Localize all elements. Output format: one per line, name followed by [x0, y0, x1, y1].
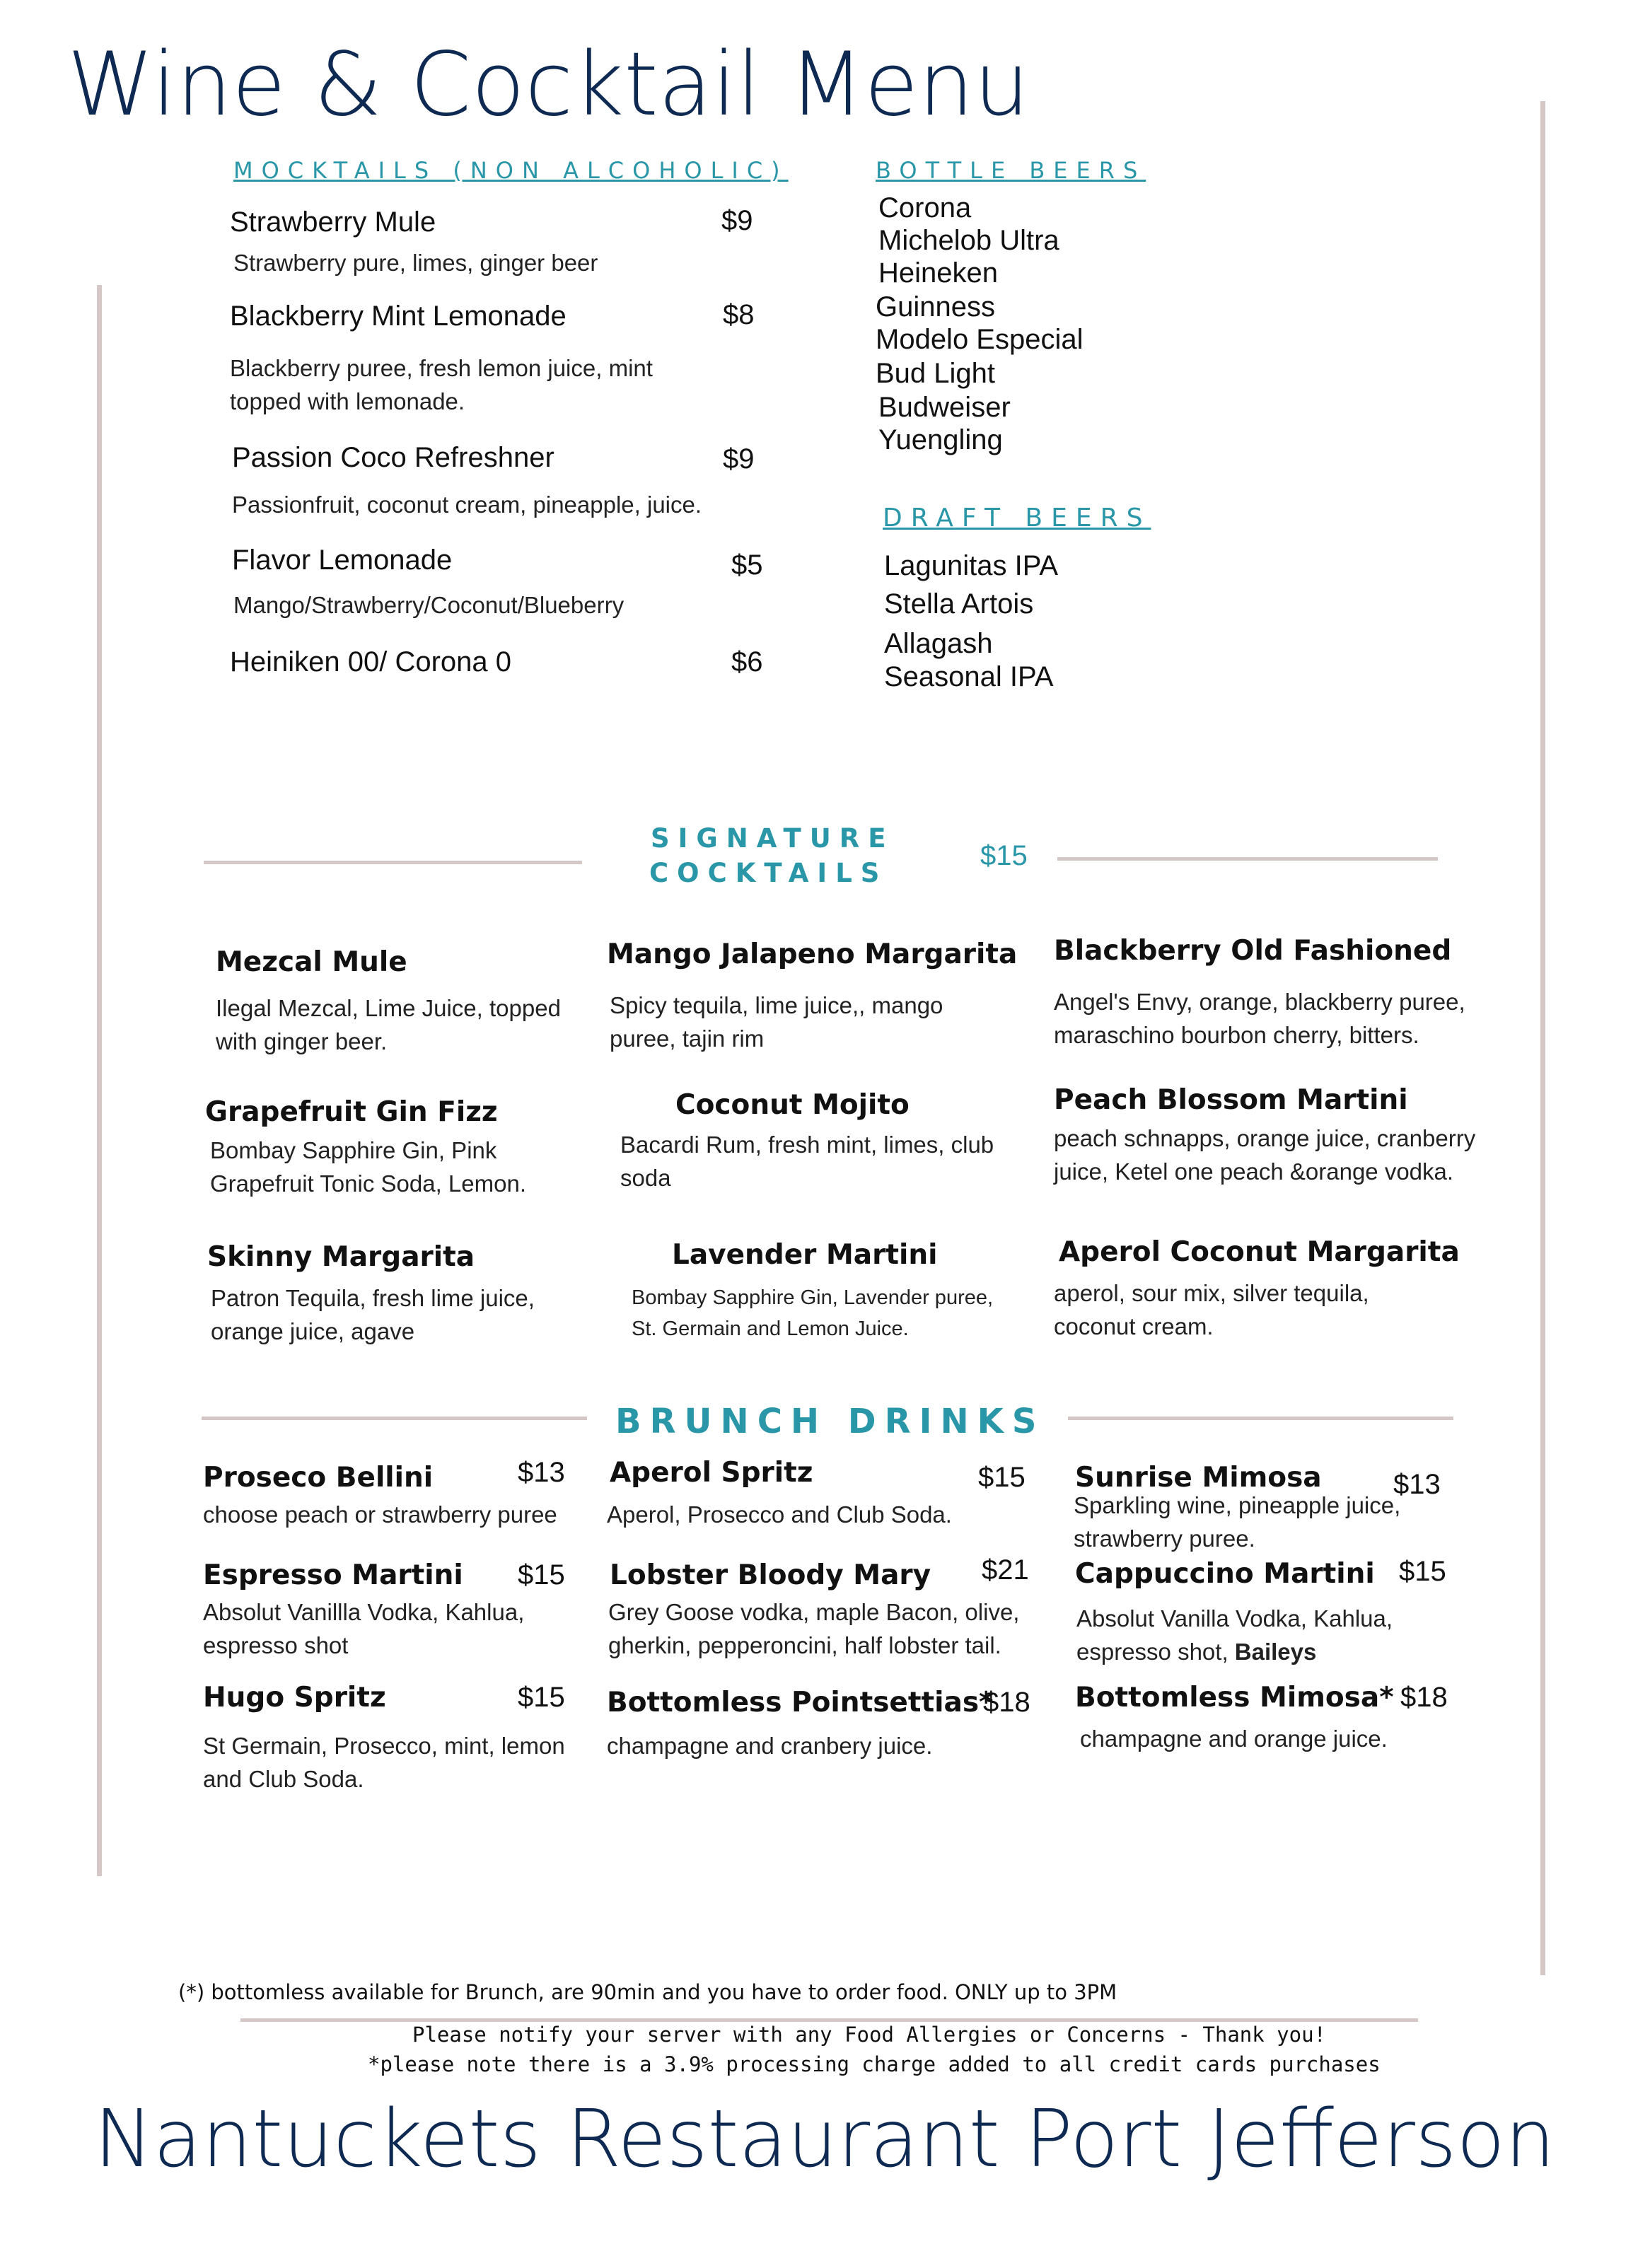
divider-line	[1057, 857, 1438, 861]
brunch-drink-description: St Germain, Prosecco, mint, lemon and Club Soda.	[203, 1733, 565, 1792]
signature-heading: SIGNATURE	[651, 823, 895, 854]
cocktail-name: Skinny Margarita	[207, 1241, 475, 1273]
cocktail-name: Mango Jalapeno Margarita	[607, 938, 1018, 970]
mocktail-name: Strawberry Mule	[230, 207, 436, 238]
brunch-drink-name: Proseco Bellini	[203, 1462, 434, 1494]
cocktail-description: Angel's Envy, orange, blackberry puree, maraschino bourbon cherry, bitters.	[1054, 989, 1465, 1048]
mocktail-price: $8	[723, 299, 755, 330]
page-title: Wine & Cocktail Menu	[67, 34, 1030, 136]
divider-line	[240, 2018, 1418, 2022]
brunch-drink-name: Bottomless Mimosa*	[1075, 1682, 1394, 1714]
draft-beer-item: Allagash	[884, 628, 993, 659]
mocktail-description: Mango/Strawberry/Coconut/Blueberry	[233, 592, 625, 618]
cocktail-name: Peach Blossom Martini	[1054, 1084, 1408, 1116]
brunch-drink-description-bold: Baileys	[1234, 1639, 1317, 1665]
brunch-drink-price: $13	[518, 1457, 565, 1488]
cocktail-description: Spicy tequila, lime juice,, mango puree, tajin rim	[610, 992, 943, 1052]
brunch-heading: BRUNCH DRINKS	[615, 1402, 1045, 1441]
brunch-drink-price: $21	[982, 1554, 1029, 1586]
brunch-drink-description: Sparkling wine, pineapple juice, strawberry puree.	[1074, 1492, 1401, 1552]
cocktail-name: Aperol Coconut Margarita	[1059, 1236, 1460, 1268]
brunch-drink-description-text: Absolut Vanilla Vodka, Kahlua, espresso shot,	[1076, 1605, 1393, 1665]
bottle-beers-heading: BOTTLE BEERS	[876, 157, 1146, 184]
cocktail-description: Bacardi Rum, fresh mint, limes, club soda	[620, 1132, 994, 1191]
brunch-drink-name: Lobster Bloody Mary	[610, 1559, 931, 1591]
left-border-line	[97, 285, 102, 1876]
draft-beer-item: Seasonal IPA	[884, 661, 1054, 692]
brunch-drink-price: $15	[518, 1559, 565, 1590]
bottle-beer-item: Guinness	[876, 291, 995, 322]
cocktail-description: peach schnapps, orange juice, cranberry juice, Ketel one peach &orange vodka.	[1054, 1125, 1476, 1185]
bottle-beer-item: Michelob Ultra	[878, 225, 1059, 256]
allergy-note: Please notify your server with any Food Allergies or Concerns - Thank you!	[412, 2023, 1327, 2047]
brunch-drink-description: champagne and cranbery juice.	[607, 1733, 933, 1759]
restaurant-name: Nantuckets Restaurant Port Jefferson	[94, 2093, 1555, 2185]
cocktail-description: Bombay Sapphire Gin, Lavender puree, St. Germain and Lemon Juice.	[632, 1286, 994, 1340]
brunch-drink-description: choose peach or strawberry puree	[203, 1501, 557, 1528]
mocktail-price: $9	[723, 443, 755, 475]
signature-price: $15	[980, 840, 1028, 871]
mocktail-name: Flavor Lemonade	[232, 545, 453, 576]
brunch-drink-description: Aperol, Prosecco and Club Soda.	[607, 1501, 952, 1528]
brunch-drink-name: Cappuccino Martini	[1075, 1558, 1375, 1590]
brunch-drink-description: champagne and orange juice.	[1080, 1726, 1388, 1752]
mocktail-name: Heiniken 00/ Corona 0	[230, 646, 512, 678]
brunch-drink-name: Aperol Spritz	[610, 1457, 813, 1489]
mocktail-price: $6	[731, 646, 763, 678]
cocktail-description: Bombay Sapphire Gin, Pink Grapefruit Tonic Soda, Lemon.	[210, 1137, 526, 1197]
brunch-drink-price: $15	[518, 1682, 565, 1713]
bottomless-note: (*) bottomless available for Brunch, are 90min and you have to order food. ONLY up to 3PM	[178, 1980, 1117, 2004]
bottle-beer-item: Corona	[878, 192, 972, 223]
cocktail-description: Patron Tequila, fresh lime juice, orange juice, agave	[211, 1285, 535, 1344]
brunch-drink-description: Absolut Vanillla Vodka, Kahlua, espresso shot	[203, 1599, 525, 1658]
brunch-drink-name: Espresso Martini	[203, 1559, 463, 1591]
brunch-drink-name: Bottomless Pointsettias*	[607, 1687, 994, 1719]
mocktail-description: Blackberry puree, fresh lemon juice, mint topped with lemonade.	[230, 355, 653, 414]
bottle-beer-item: Heineken	[878, 257, 999, 289]
draft-beer-item: Stella Artois	[884, 588, 1034, 620]
cocktail-name: Lavender Martini	[672, 1239, 938, 1271]
mocktail-description: Strawberry pure, limes, ginger beer	[233, 250, 598, 276]
divider-line	[204, 861, 582, 864]
brunch-drink-price: $18	[983, 1687, 1030, 1718]
divider-line	[1068, 1417, 1453, 1420]
brunch-drink-name: Sunrise Mimosa	[1075, 1462, 1322, 1494]
processing-charge-note: *please note there is a 3.9% processing charge added to all credit cards purchases	[368, 2052, 1381, 2076]
brunch-drink-description	[1076, 1602, 1444, 1668]
bottle-beer-item: Bud Light	[876, 358, 996, 389]
cocktail-name: Coconut Mojito	[675, 1089, 910, 1121]
mocktail-price: $9	[721, 205, 753, 236]
mocktails-heading: MOCKTAILS (NON ALCOHOLIC)	[233, 157, 789, 184]
draft-beers-heading: DRAFT BEERS	[883, 504, 1151, 533]
brunch-drink-price: $13	[1393, 1469, 1441, 1500]
bottle-beer-item: Yuengling	[878, 424, 1003, 455]
brunch-drink-price: $15	[978, 1462, 1026, 1493]
mocktail-price: $5	[731, 549, 763, 581]
mocktail-description: Passionfruit, coconut cream, pineapple, juice.	[232, 492, 702, 518]
cocktail-name: Mezcal Mule	[216, 946, 407, 978]
brunch-drink-name: Hugo Spritz	[203, 1682, 386, 1714]
bottle-beer-item: Modelo Especial	[876, 324, 1084, 355]
mocktail-name: Blackberry Mint Lemonade	[230, 301, 567, 332]
signature-heading: COCKTAILS	[649, 858, 888, 888]
brunch-drink-description: Grey Goose vodka, maple Bacon, olive, gherkin, pepperoncini, half lobster tail.	[608, 1599, 1020, 1658]
mocktail-name: Passion Coco Refreshner	[232, 442, 554, 473]
divider-line	[202, 1417, 587, 1420]
cocktail-description: Ilegal Mezcal, Lime Juice, topped with ginger beer.	[216, 995, 561, 1054]
cocktail-name: Grapefruit Gin Fizz	[205, 1096, 498, 1128]
cocktail-description: aperol, sour mix, silver tequila, coconut cream.	[1054, 1280, 1369, 1339]
brunch-drink-price: $18	[1400, 1682, 1448, 1713]
brunch-drink-price: $15	[1399, 1556, 1446, 1587]
draft-beer-item: Lagunitas IPA	[884, 550, 1059, 581]
cocktail-name: Blackberry Old Fashioned	[1054, 935, 1452, 967]
bottle-beer-item: Budweiser	[878, 392, 1011, 423]
right-border-line	[1540, 101, 1545, 1975]
